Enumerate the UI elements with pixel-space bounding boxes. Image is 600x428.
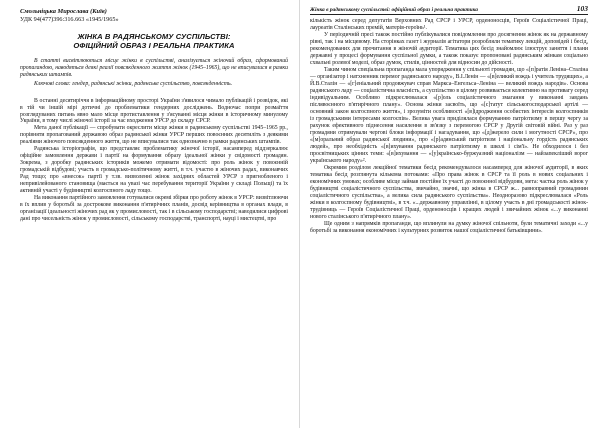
article-abstract: В статті висвітлюються місце жінки в суспільстві, аналізується жіночий образ, сформований пропагандою, наводяться деякі реалії повсякденного життя жінок (1945–1965), що не вписувалися в рамки радянських штампів. (20, 58, 288, 78)
article-keywords: Ключові слова: гендер, радянські жінки, радянське суспільство, повсякденність. (34, 80, 233, 87)
right-page (300, 0, 600, 428)
paragraph: В останні десятиріччя в інформаційному просторі України з'явилося чимало публікацій і розвідок, які в тій чи іншій мірі дотичні до проблематики гендерних досліджень. Водночас попри розмаїття розглядуваних питань явно мало місце протиставлення у з'ясуванні місця жінки в історичному минулому України, в тому числі жіночої історії за час входження УРСР до складу СРСР. (20, 97, 288, 125)
paragraph: Радянська історіографія, що представляє проблематику жіночої історії, насамперед віддзеркалює офіційне замовлення держави і партії на формування образу ідеальної жінки у свідомості громадян. Зокрема, з доробку радянських істориків можемо отримати відомості: про роль жінок у повоєнній громадській відбудові; участь в громадсько-політичному житті, в т.ч. участю в жіночих радах, виконавчих Рад тощо; про «внесок» партії у т.зв. визволенні жінок західних областей УРСР з пригнобленого і непривілейованого становища (мається на увазі час перебування території України у складі Польщі) та їх активній участі у будівництві колгоспного ладу тощо. (20, 146, 288, 195)
running-head-title: Жінка в радянському суспільстві: офіційний образ і реальна практика (310, 7, 478, 13)
article-title-line-1: ЖІНКА В РАДЯНСЬКОМУ СУСПІЛЬСТВІ: (77, 32, 231, 41)
udc-code: УДК 94(477)396:316.663 «1945/1965» (20, 16, 119, 23)
paragraph: кількість жінок серед депутатів Верховних Рад СРСР і УРСР, орденоносців, Героїв Соціалістичної Праці, лауреатів Сталінських премій, матерів-героїнь¹. (310, 18, 588, 31)
article-title-line-2: ОФІЦІЙНИЙ ОБРАЗ І РЕАЛЬНА ПРАКТИКА (73, 41, 235, 50)
paragraph: Ще одним з напрямків пропаганди, що вплинули на думку жіночої спільноти, були тематичні заходи «...у боротьбі за виконання економічних і культурних розвиток нашої соціалістичної батьківщини». (310, 221, 588, 234)
paragraph: Окремим розділом лекційної тематики бесід рекомендувалося насамперед для жіночої аудиторії, в яких тематика бесід розглянута кількома потоками: «Про права жінок в СРСР та її роль в нових соціальних і економічних умовах; особливе місце займав постійне їх участі до повоєнної відбудови, мета: частка роль жінок у будівництві соціалістичного суспільства, звичайно, значні, що жінка в СРСР ж... равноправний громадянин соціалістичного суспільства», а велика сила радянського суспільства». Неодноразово підкреслювалася «Роль жінки в колгоспному будівництві», в т.ч. «...державному управлінні, в цілому участь в дні громадськості жінок-трудівниць — Героїв Соціалістичної Праці, орденоносців і кращих людей і звичайних жінок «...у виконанні нового сталінського п'ятирічного плану». (310, 165, 588, 220)
paragraph: У періодичній пресі також постійно публікувалися повідомлення про досягнення жінок як на державному рівні, так і на місцевому. На сторінках газет і журналів агітатори розробляли тематику лекцій, доповідей і бесід, рекомендованих для прочитання в жіночій аудиторії. Тематика цих бесід знайомлює ілюструє заняття і плани державні у процесі формування суспільної думки, а також показує пропоновані радянським жінкам соціально схвальні ролевої моделі, образ думок, стилів, цінностей для відносин до дійсності. (310, 32, 588, 66)
page-number: 103 (576, 4, 588, 13)
left-body-text (20, 98, 288, 223)
article-author: Смольніцька Мирослава (Київ) (20, 8, 107, 15)
paragraph: На виконання партійного замовлення готувалися окремі збірки про роботу жінок в УРСР: визвітлюючи в їх вплив у боротьбі за дострокове виконання п'ятирічних планів, досвід керівництва в органах влади, в організації ідеальності жіночих рад як у промисловості, так і в сільському господарстві; наводилися цифрові дані про чисельність жінок у промисловості, сільському господарстві, транспорті, науці і мистецтві, про (20, 194, 288, 222)
paragraph: Мета даної публікації — спробувати окреслити місце жінки в радянському суспільстві 1945–1965 рр., порівняти пропагований державою образ радянської жінки УРСР перших повоєнних десятиліть з деякими реаліями жіночого повсякденного життя, що не вписувалися так однозначно в рамки радянських штампів. (20, 125, 288, 146)
running-header (310, 4, 588, 15)
right-body-text (310, 18, 588, 235)
paragraph: Таким чином спеціальна пропаганда мала упорядження у спільноті громадян, що «[п]ратія Леніна–Сталіна — організатор і натхненник перемог радянського народу», В.І.Ленін — «[в]еликий вождь і учитель трудящих», а Й.В.Сталін — «[г]еніальний продовжувач справ Маркса–Енгельса–Леніна — великий вождь народів». Основа радянського ладу — соціалістична власність, а суспільство в цілому розвивається колективно на противагу серед індивідуальним. Особливо підкреслювалася «[р]оль соціалістичного змагання у виконанні завдань післявоєнного п'ятирічного плану». Основа жінки засвоїть, що «[с]татут сільськогосподарської артілі — основний закон колгоспного життя», і зрозуміти особливості «[в]ідродження особистих інтересів колгоспників із громадськими інтересами колгоспів». Велика увага приділялася формуванню патріотизму в першу чергу за рахунок ефективного піднесення насилення в зв'язку з перемогою СРСР у Другій світовій війні. Раз у раз громадяни отримували чергові блоки інформації і нагадування, що «[д]жерело сили і могутності СРСР», про «[м]оральний образ радянської людини», про «[р]адянський патріотизм і національну гордість радянських людей», про необхідність «[в]ихування радянського патріотизму в школі і сім'ї». Не обходилося і без просвітницьких цінних теми: «[в]ихування — «[у]країнсько-буржуазний націоналізм — найзапекліший ворог українського народу»². (310, 67, 588, 164)
